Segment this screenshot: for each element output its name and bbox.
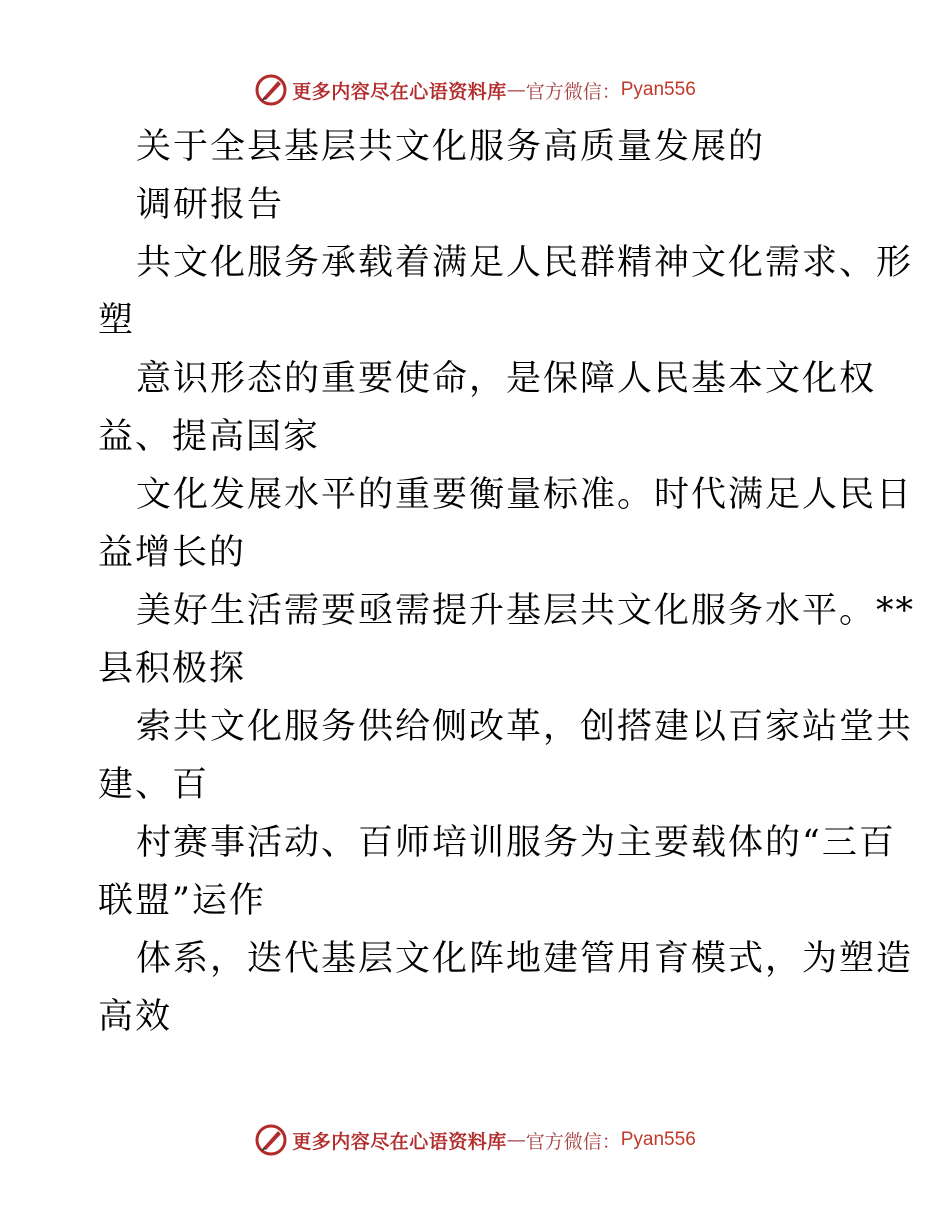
quill-logo-icon (254, 1123, 288, 1157)
text-line: 村赛事活动、百师培训服务为主要载体的“三百 (136, 823, 896, 863)
footer-watermark (0, 1120, 950, 1160)
title-line-2: 调研报告 (136, 185, 285, 225)
text-line: 美好生活需要亟需提升基层共文化服务水平。** (136, 591, 916, 631)
watermark-wechat-label: 官方微信： (525, 1130, 621, 1153)
text-line: 益增长的 (98, 533, 247, 573)
text-line: 联盟”运作 (98, 881, 266, 921)
watermark-separator: — (506, 79, 526, 101)
text-line: 文化发展水平的重要衡量标准。时代满足人民日 (136, 475, 914, 515)
title-line-1: 关于全县基层共文化服务高质量发展的 (136, 127, 766, 167)
watermark-site-text: 更多内容尽在心语资料库 (292, 80, 507, 103)
text-line: 塑 (98, 301, 136, 341)
text-line: 体系，迭代基层文化阵地建管用育模式，为塑造 (136, 939, 914, 979)
watermark-wechat-id: Pyan556 (620, 1129, 696, 1150)
quill-logo-icon (254, 73, 288, 107)
document-body (98, 118, 916, 1046)
text-line: 意识形态的重要使命，是保障人民基本文化权 (136, 359, 877, 399)
watermark-wechat-label: 官方微信： (525, 80, 621, 103)
watermark-separator: — (506, 1129, 526, 1151)
watermark-wechat-id: Pyan556 (620, 79, 696, 100)
text-line: 益、提高国家 (98, 417, 321, 457)
text-line: 高效 (98, 997, 173, 1037)
text-line: 县积极探 (98, 649, 247, 689)
text-line: 共文化服务承载着满足人民群精神文化需求、形 (136, 243, 914, 283)
watermark-site-text: 更多内容尽在心语资料库 (292, 1130, 507, 1153)
header-watermark (0, 70, 950, 110)
text-line: 建、百 (98, 765, 210, 805)
text-line: 索共文化服务供给侧改革，创搭建以百家站堂共 (136, 707, 914, 747)
